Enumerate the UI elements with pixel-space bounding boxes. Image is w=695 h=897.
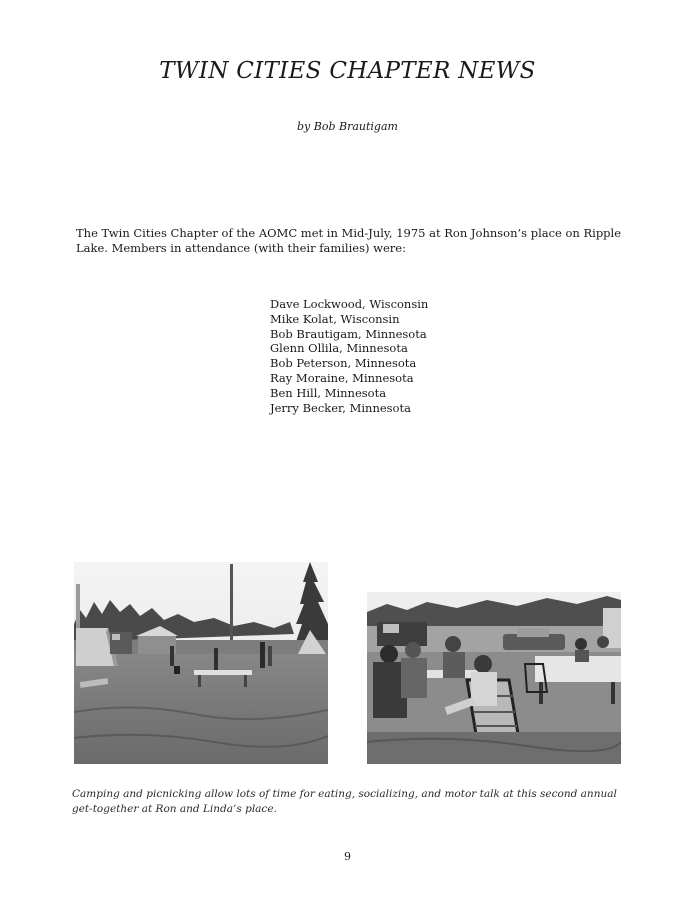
campsite-photo [74, 562, 328, 764]
photo-caption [72, 787, 632, 816]
list-item: Ray Moraine, Minnesota [270, 370, 414, 385]
list-item: Dave Lockwood, Wisconsin [270, 297, 429, 311]
list-item: Jerry Becker, Minnesota [270, 400, 411, 415]
list-item: Bob Peterson, Minnesota [270, 356, 417, 371]
list-item: Bob Brautigam, Minnesota [270, 326, 427, 341]
article-byline: by Bob Brautigam [297, 120, 398, 133]
caption-text: Camping and picnicking allow lots of time for eating, socializing, and motor talk at this second annual get-together at Ron and Linda’s place. [72, 788, 617, 815]
list-item: Ben Hill, Minnesota [270, 385, 387, 400]
list-item: Mike Kolat, Wisconsin [270, 311, 400, 326]
article-title: TWIN CITIES CHAPTER NEWS [159, 58, 536, 84]
list-item: Glenn Ollila, Minnesota [270, 341, 408, 356]
member-list [270, 297, 428, 415]
picnic-photo [367, 592, 621, 764]
page-number: 9 [344, 850, 351, 863]
intro-paragraph: The Twin Cities Chapter of the AOMC met in Mid-July, 1975 at Ron Johnson’s place on Ripple Lake. Members in attendance (with their families) were: [76, 226, 622, 255]
article-intro [76, 226, 636, 256]
